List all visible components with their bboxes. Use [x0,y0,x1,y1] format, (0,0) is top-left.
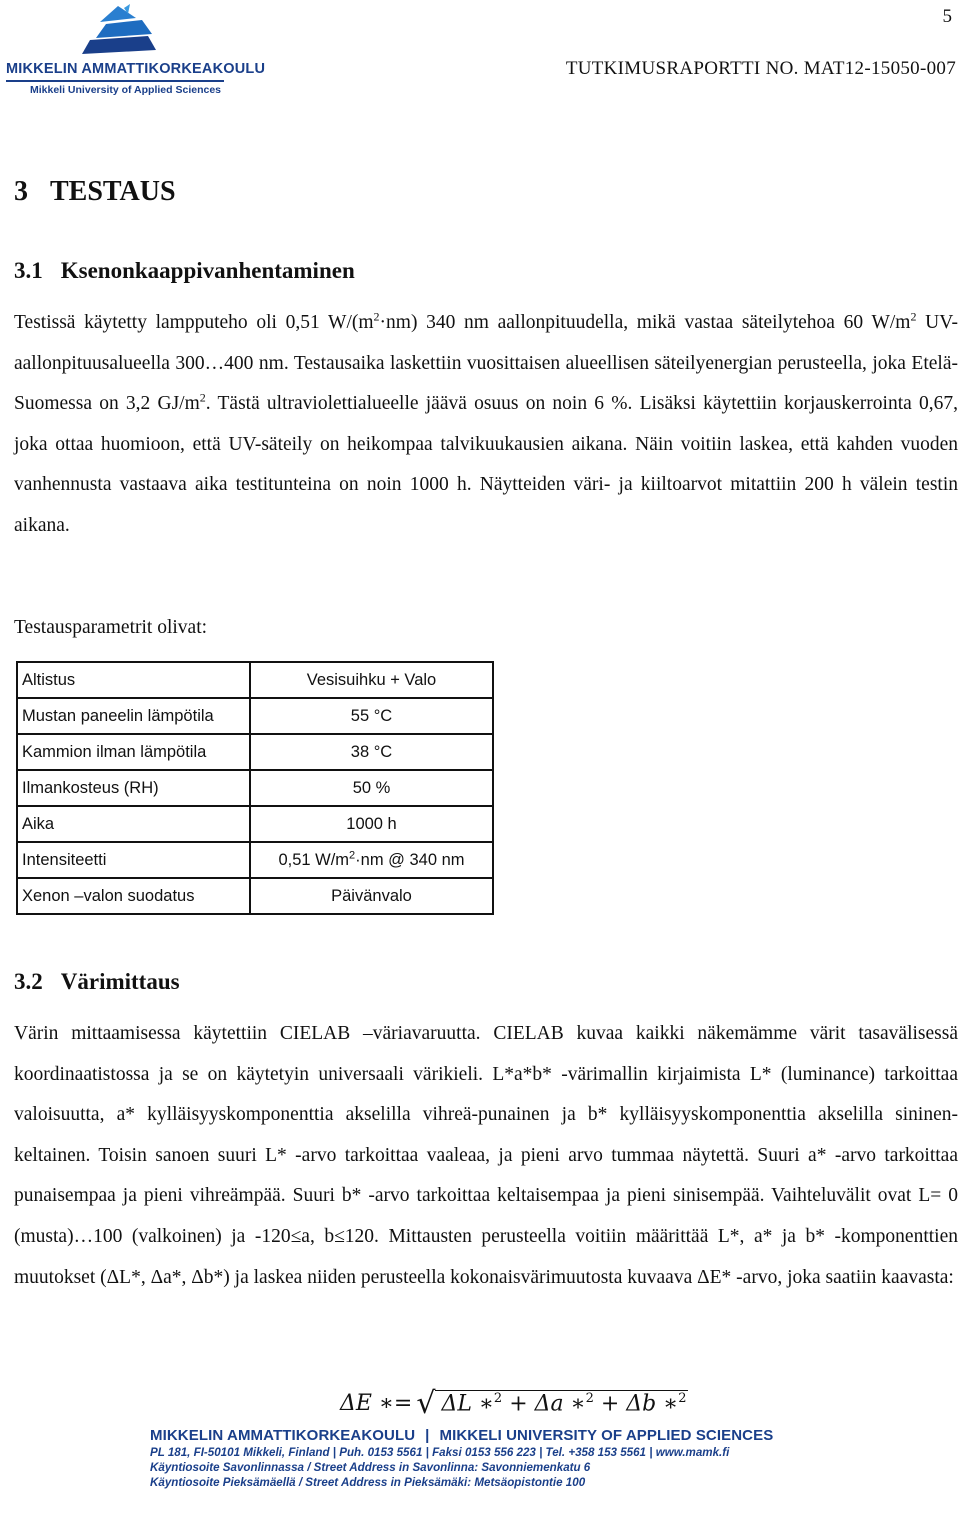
subsection-title-2: Värimittaus [60,969,180,994]
table-row [17,734,493,770]
table-row [17,770,493,806]
param-key: Mustan paneelin lämpötila [17,698,250,734]
sail-logo-icon [78,4,158,60]
param-value: Päivänvalo [250,878,493,914]
sqrt-icon: √ [416,1386,436,1421]
test-parameters-table [16,661,494,915]
footer-contact: PL 181, FI-50101 Mikkeli, Finland | Puh. 0153 5561 | Faksi 0153 556 223 | Tel. +358 153 5561 | www.mamk.fi [150,1446,730,1459]
formula-lhs: ΔE ∗= [340,1391,413,1416]
logo-divider [6,80,224,82]
param-value: 1000 h [250,806,493,842]
formula-radicand: ΔL ∗$^2$ + Δa ∗$^2$ + Δb ∗$^2$ [435,1390,688,1416]
delta-e-formula [340,1386,688,1421]
logo-subtitle: Mikkeli University of Applied Sciences [30,84,222,96]
subsection-number-1: 3.1 [14,258,43,283]
param-key: Intensiteetti [17,842,250,878]
page-footer [150,1427,840,1489]
param-value: 38 °C [250,734,493,770]
logo-name: MIKKELIN AMMATTIKORKEAKOULU [6,61,266,77]
param-key: Kammion ilman lämpötila [17,734,250,770]
section-title: TESTAUS [50,176,176,207]
param-value: 0,51 $W/m^2\cdot nm$ @ 340 nm [250,842,493,878]
section-number: 3 [14,176,28,207]
subsection-heading-1 [14,258,355,284]
footer-address-savonlinna: Käyntiosoite Savonlinnassa / Street Address in Savonlinna: Savonniemenkatu 6 [150,1461,591,1474]
paragraph-lamp-power: Testissä käytetty lampputeho oli 0,51 $W/(m^2\cdot nm)$ 340 nm aallonpituudella, mikä vastaa säteilytehoa 60 $W/m^2$ UV-aallonpituusalueella 300…400 nm. Testausaika laskettiin vuosittaisen alueellisen säteilyenergian perusteella, joka Etelä-Suomessa on 3,2 $GJ/m^2$. Tästä ultraviolettialueelle jäävä osuus on noin 6 %. Lisäksi käytettiin korjauskerrointa 0,67, joka ottaa huomioon, että UV-säteily on heikompaa talvikuukausien aikana. Näin voitiin laskea, että kahden vuoden vanhennusta vastaava aika testitunteina on noin 1000 h. Näytteiden väri- ja kiiltoarvot mitattiin 200 h välein testin aikana. [14,309,958,536]
param-value: Vesisuihku + Valo [250,662,493,698]
param-value: 50 % [250,770,493,806]
table-row [17,878,493,914]
param-key: Aika [17,806,250,842]
page-number: 5 [942,6,952,27]
table-row [17,662,493,698]
param-value: 55 °C [250,698,493,734]
table-row [17,698,493,734]
footer-address-pieksamaki: Käyntiosoite Pieksämäellä / Street Address in Pieksämäki: Metsäopistontie 100 [150,1476,586,1489]
footer-institution: MIKKELIN AMMATTIKORKEAKOULU | MIKKELI UNIVERSITY OF APPLIED SCIENCES [150,1427,774,1444]
university-logo [6,4,266,98]
section-heading [14,176,176,208]
table-row [17,806,493,842]
table-row [17,842,493,878]
report-id: TUTKIMUSRAPORTTI NO. MAT12-15050-007 [565,58,956,79]
param-key: Xenon –valon suodatus [17,878,250,914]
param-key: Altistus [17,662,250,698]
subsection-title-1: Ksenonkaappivanhentaminen [60,258,355,283]
param-key: Ilmankosteus (RH) [17,770,250,806]
paragraph-color-measurement: Värin mittaamisessa käytettiin CIELAB –väriavaruutta. CIELAB kuvaa kaikki näkemämme värit tasavälisessä koordinaatistossa ja se on käytetyin universaali värikieli. L*a*b* -värimallin kirjaimista L* (luminance) tarkoittaa valoisuutta, a* kylläisyyskomponenttia akselilla vihreä-punainen ja b* kylläisyyskomponenttia akselilla sininen-keltainen. Toisin sanoen suuri L* -arvo tarkoittaa vaaleaa, ja pieni arvo tummaa näytettä. Suuri a* -arvo tarkoittaa punaisempaa ja pieni vihreämpää. Suuri b* -arvo tarkoittaa keltaisempaa ja pieni sinisempää. Vaihteluvälit ovat L= 0 (musta)…100 (valkoinen) ja -120≤a, b≤120. Mittausten perusteella voitiin määrittää L*, a* ja b* -komponenttien muutokset (ΔL*, Δa*, Δb*) ja laskea niiden perusteella kokonaisvärimuutosta kuvaava ΔE* -arvo, joka saatiin kaavasta: [14,1023,958,1288]
params-lead: Testausparametrit olivat: [14,617,208,638]
subsection-heading-2 [14,969,180,995]
subsection-number-2: 3.2 [14,969,43,994]
